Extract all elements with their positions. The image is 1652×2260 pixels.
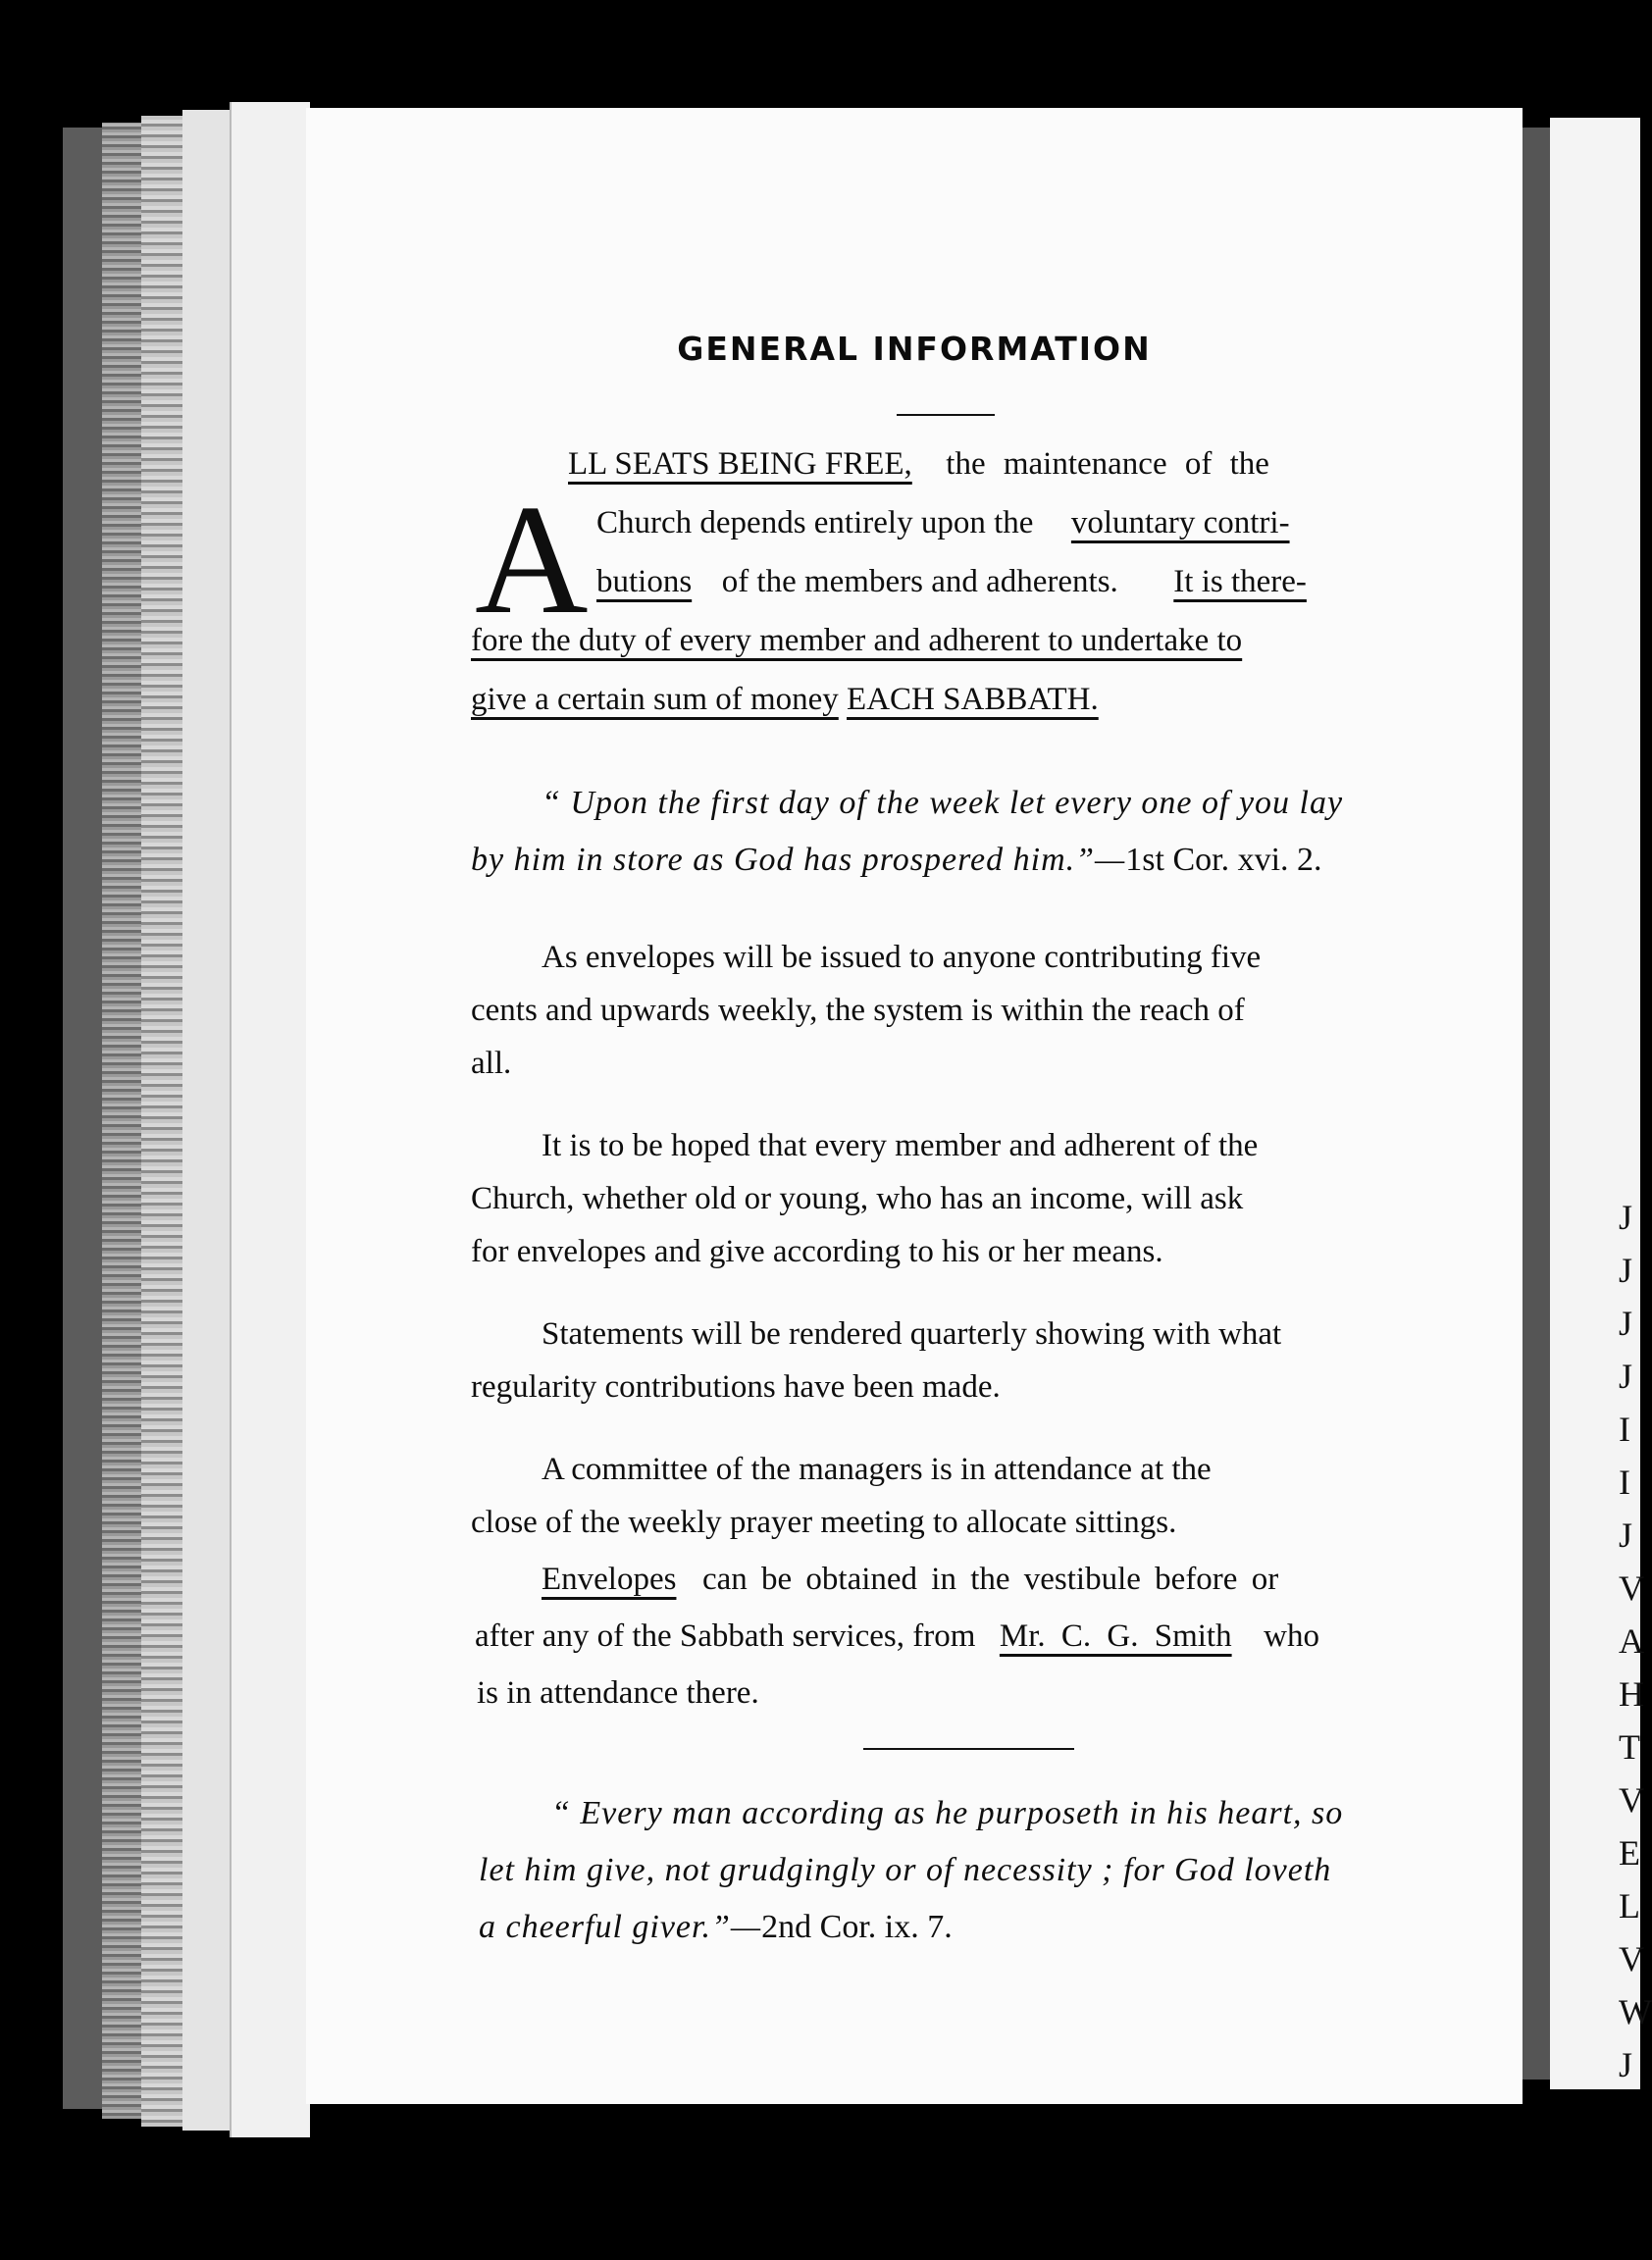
each-sabbath-phrase: EACH SABBATH.: [847, 682, 1099, 717]
facing-page-letter: T: [1619, 1727, 1640, 1767]
page-stack-edge: [63, 128, 102, 2109]
quote-2-line-1: “ Every man according as he purposeth in his heart, so: [551, 1795, 1344, 1831]
facing-page-edge: [1550, 118, 1652, 2089]
book-spine-shadow: [1523, 128, 1550, 2080]
page-title: GENERAL INFORMATION: [677, 330, 1152, 368]
quote-1-text: by him in store as God has prospered him.”—: [471, 842, 1126, 878]
intro-line-5: [471, 682, 1099, 718]
facing-page-letter: W: [1619, 1992, 1652, 2031]
envelopes-phrase: Envelopes: [542, 1562, 677, 1597]
envelopes-line-2: [475, 1618, 1319, 1655]
facing-page-letter: L: [1619, 1886, 1640, 1926]
intro-line-2-text: Church depends entirely upon the: [596, 505, 1034, 540]
paragraph-3-line-1: Statements will be rendered quarterly showing with what: [542, 1316, 1282, 1352]
facing-page-letter: E: [1619, 1833, 1640, 1873]
envelopes-line-2-end: who: [1264, 1618, 1319, 1654]
voluntary-contri-phrase: voluntary contri-: [1070, 505, 1290, 540]
paragraph-1-line-2: cents and upwards weekly, the system is within the reach of: [471, 993, 1245, 1028]
title-rule: [897, 414, 995, 416]
paragraph-1-line-1: As envelopes will be issued to anyone contributing five: [542, 940, 1262, 975]
facing-page-letter: V: [1619, 1939, 1644, 1978]
quote-1-line-2: [471, 842, 1322, 879]
butions-phrase: butions: [596, 564, 693, 599]
paragraph-3-line-2: regularity contributions have been made.: [471, 1369, 1001, 1405]
page-stack-edge: [230, 102, 310, 2137]
page-stack-edge: [182, 110, 230, 2131]
envelopes-line-1-text: can be obtained in the vestibule before or: [701, 1562, 1279, 1597]
drop-cap: A: [475, 472, 589, 646]
quote-2-text: a cheerful giver.”—: [479, 1909, 762, 1945]
envelopes-line-1: [542, 1562, 1278, 1598]
paragraph-1-line-3: all.: [471, 1046, 512, 1081]
facing-page-letter: J: [1619, 1357, 1633, 1396]
quote-2-line-2: let him give, not grudgingly or of necessity ; for God loveth: [479, 1852, 1332, 1888]
quote-1-citation: 1st Cor. xvi. 2.: [1125, 842, 1322, 878]
paragraph-2-line-2: Church, whether old or young, who has an income, will ask: [471, 1181, 1244, 1216]
facing-page-letter: J: [1619, 1198, 1633, 1237]
section-rule: [863, 1748, 1074, 1750]
paragraph-4-line-1: A committee of the managers is in attendance at the: [542, 1452, 1212, 1487]
quote-2-line-3: [479, 1909, 953, 1946]
envelopes-line-2-text: after any of the Sabbath services, from: [475, 1618, 976, 1654]
facing-page-letter: J: [1619, 1251, 1633, 1290]
facing-page-letter: J: [1619, 2045, 1633, 2084]
smith-name: Mr. C. G. Smith: [999, 1618, 1232, 1654]
intro-line-3-text: of the members and adherents.: [721, 564, 1118, 599]
facing-page-letter: J: [1619, 1304, 1633, 1343]
facing-page-letter: I: [1619, 1410, 1630, 1449]
facing-page-letter: A: [1619, 1621, 1644, 1661]
facing-page-letter: I: [1619, 1463, 1630, 1502]
page-stack-edge: [102, 123, 141, 2119]
intro-line-4: fore the duty of every member and adherent to undertake to: [471, 623, 1243, 658]
quote-1-line-1: “ Upon the first day of the week let every one of you lay: [542, 785, 1344, 821]
paragraph-2-line-3: for envelopes and give according to his or her means.: [471, 1234, 1163, 1269]
intro-line-3: [596, 564, 1307, 600]
facing-page-letter: V: [1619, 1780, 1644, 1820]
intro-line-1-rest: the maintenance of the: [946, 446, 1269, 482]
facing-page-letter: H: [1619, 1674, 1644, 1714]
intro-line-1: [568, 446, 1269, 483]
quote-2-citation: 2nd Cor. ix. 7.: [761, 1909, 953, 1945]
certain-sum-phrase: give a certain sum of money: [471, 682, 839, 717]
paragraph-4-line-2: close of the weekly prayer meeting to allocate sittings.: [471, 1505, 1177, 1540]
envelopes-line-3: is in attendance there.: [477, 1675, 759, 1711]
it-is-there-phrase: It is there-: [1173, 564, 1307, 599]
document-page: [306, 108, 1523, 2104]
facing-page-letter: V: [1619, 1568, 1644, 1608]
intro-line-2: [596, 505, 1290, 541]
facing-page-letter: J: [1619, 1515, 1633, 1555]
page-stack-edge: [141, 116, 182, 2127]
seats-free-phrase: LL SEATS BEING FREE,: [568, 446, 912, 482]
paragraph-2-line-1: It is to be hoped that every member and adherent of the: [542, 1128, 1259, 1163]
